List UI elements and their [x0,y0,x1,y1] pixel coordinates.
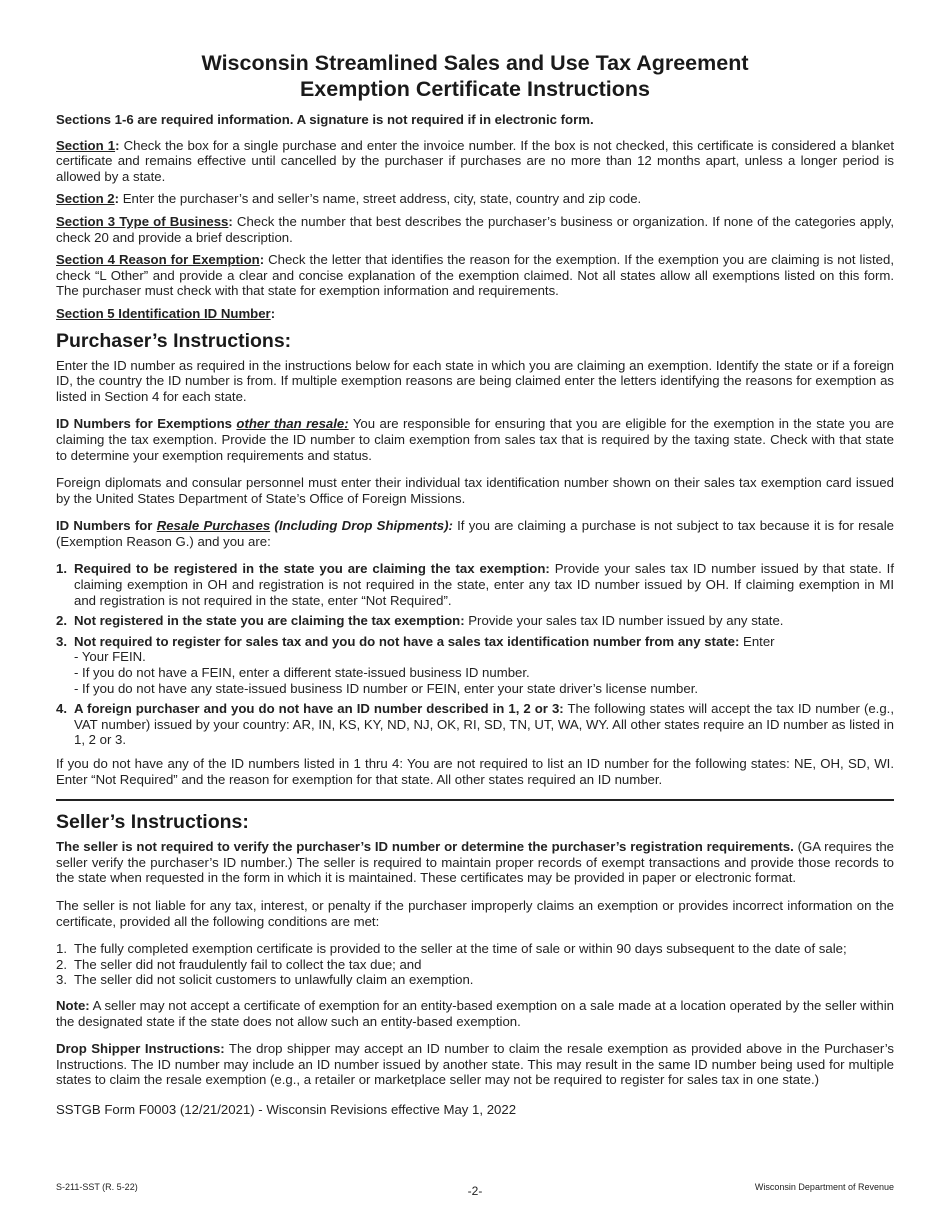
diplomats-paragraph: Foreign diplomats and consular personnel must enter their individual tax identification number shown on their sales tax exemption card issued by the United States Department of State’s Office of Foreign Missions. [56,475,894,506]
section-5-paragraph: Section 5 Identification ID Number: [56,305,276,321]
list-item: 2. Not registered in the state you are claiming the tax exemption: Provide your sales tax ID number issued by any state. [56,613,784,629]
note-paragraph: Note: A seller may not accept a certificate of exemption for an entity-based exemption on a sale made at a location operated by the seller within the designated state if the state does not allow such an entity-based exemption. [56,997,894,1029]
section-4-paragraph: Section 4 Reason for Exemption: Check the letter that identifies the reason for the exemption. If the exemption you are claiming is not listed, check “L Other” and provide a clear and concise explanation of the exemption claimed. Not all states allow all exemptions listed on this form. The purchaser must check with that state for exemption information and requirements. [56,252,894,299]
no-id-paragraph: If you do not have any of the ID numbers listed in 1 thru 4: You are not required to list an ID number for the following states: NE, OH, SD, WI. Enter “Not Required” and the reason for exemption for that state. All other states required an ID number. [56,756,894,787]
page-number: -2- [467,1184,483,1198]
resale-id-list [56,561,894,748]
list-item: 1. Required to be registered in the state you are claiming the tax exemption: Provide your sales tax ID number issued by that state. If claiming exemption in OH and registration is not required in the state, enter any tax ID number issued by OH. If claiming exemption in MI and registration is not required in the state, enter “Not Required”. [56,561,894,608]
sub-item: - If you do not have a FEIN, enter a different state-issued business ID number. [74,665,530,681]
department-name: Wisconsin Department of Revenue [754,1182,894,1192]
sub-item: - Your FEIN. [74,649,146,665]
section-4-label: Section 4 Reason for Exemption [56,252,260,268]
purchaser-intro: Enter the ID number as required in the instructions below for each state in which you are claiming an exemption. Identify the state or if a foreign ID, the country the ID number is from. If multiple exemption reasons are being claimed enter the letters identifying the reasons for exemption as listed in Section 4 for each state. [56,357,894,404]
section-divider [56,799,894,801]
purchaser-heading: Purchaser’s Instructions: [56,329,292,352]
title-line-2: Exemption Certificate Instructions [299,77,651,101]
list-item: 3. Not required to register for sales tax and you do not have a sales tax identification number from any state: Enter - Your FEIN. - If you do not have a FEIN, enter a different state-issued business ID number. - If you do not have any state-issued business ID number or FEIN, enter your state driver’s license number. [56,634,894,696]
seller-heading: Seller’s Instructions: [56,811,249,834]
seller-paragraph-2: The seller is not liable for any tax, interest, or penalty if the purchaser improperly claims an exemption or provides incorrect information on the certificate, provided all the following conditions are met: [56,897,894,929]
other-than-resale-emphasis: other than resale: [236,416,349,432]
seller-paragraph-1: The seller is not required to verify the purchaser’s ID number or determine the purchaser’s registration requirements. (GA requires the seller verify the purchaser’s ID number.) The seller is required to maintain proper records of exempt transactions and provide those records to the state when requested in the form in which it is maintained. These certificates may be provided in paper or electronic format. [56,839,894,886]
document-page [56,50,894,1118]
section-2-text: Enter the purchaser’s and seller’s name, street address, city, state, country and zip code. [119,191,642,207]
form-number: S-211-SST (R. 5-22) [56,1182,138,1192]
page-title [56,50,894,102]
section-2-label: Section 2 [56,191,115,207]
section-1-label: Section 1 [56,137,116,153]
section-1-text: Check the box for a single purchase and enter the invoice number. If the box is not checked, this certificate is considered a blanket certificate and remains effective until cancelled by the purchaser if purchases are no more than 12 months apart, unless a longer period is allowed by a state. [56,137,894,184]
list-item: 4. A foreign purchaser and you do not have an ID number described in 1, 2 or 3: The following states will accept the tax ID number (e.g., VAT number) issued by your country: AR, IN, KS, KY, ND, NJ, OK, RI, SD, TN, UT, WA, WY. All other states require an ID number as listed in 1, 2 or 3. [56,701,895,748]
seller-conditions-list [56,941,894,988]
drop-shipper-paragraph: Drop Shipper Instructions: The drop shipper may accept an ID number to claim the resale exemption as provided above in the Purchaser’s Instructions. The ID number may include an ID number issued by another state. This may result in the same ID number being used for multiple states to claim the resale exemption (e.g., a retailer or marketplace seller may not be required to register for sales tax in one state.) [56,1041,895,1088]
sub-item: - If you do not have any state-issued business ID number or FEIN, enter your state driver’s license number. [74,680,699,696]
section-2-paragraph: Section 2: Enter the purchaser’s and seller’s name, street address, city, state, country and zip code. [56,191,642,207]
section-3-text: Check the number that best describes the purchaser’s business or organization. If none of the categories apply, check 20 and provide a brief description. [56,213,894,245]
section-1-paragraph: Section 1: Check the box for a single purchase and enter the invoice number. If the box is not checked, this certificate is considered a blanket certificate and remains effective until cancelled by the purchaser if purchases are no more than 12 months apart, unless a longer period is allowed by a state. [56,137,894,184]
other-than-resale-paragraph: ID Numbers for Exemptions other than resale: You are responsible for ensuring that you are eligible for the exemption in the state you are claiming the tax exemption. Provide the ID number to claim exemption from sales tax that is required by the taxing state. Check with that state to determine your exemption requirements and status. [56,416,894,463]
section-3-paragraph: Section 3 Type of Business: Check the number that best describes the purchaser’s business or organization. If none of the categories apply, check 20 and provide a brief description. [56,213,894,245]
page-footer [56,1180,894,1200]
section-4-text: Check the letter that identifies the reason for the exemption. If the exemption you are claiming is not listed, check “L Other” and provide a clear and concise explanation of the exemption claimed. Not all states allow all exemptions listed on this form. The purchaser must check with that state for exemption information and requirements. [56,252,894,299]
list-item: 1. The fully completed exemption certificate is provided to the seller at the time of sale or within 90 days subsequent to the date of sale; [56,941,847,957]
resale-emphasis: Resale Purchases [156,518,271,534]
required-note: Sections 1-6 are required information. A signature is not required if in electronic form. [56,112,594,127]
section-5-label: Section 5 Identification ID Number [56,305,271,321]
title-line-1: Wisconsin Streamlined Sales and Use Tax Agreement [201,51,749,75]
resale-paragraph: ID Numbers for Resale Purchases (Including Drop Shipments): If you are claiming a purchase is not subject to tax because it is for resale (Exemption Reason G.) and you are: [56,518,895,549]
list-item: 2. The seller did not fraudulently fail to collect the tax due; and [56,956,422,972]
list-item: 3. The seller did not solicit customers to unlawfully claim an exemption. [56,972,474,988]
section-3-label: Section 3 Type of Business [56,213,229,229]
form-identifier: SSTGB Form F0003 (12/21/2021) - Wisconsin Revisions effective May 1, 2022 [56,1101,517,1117]
